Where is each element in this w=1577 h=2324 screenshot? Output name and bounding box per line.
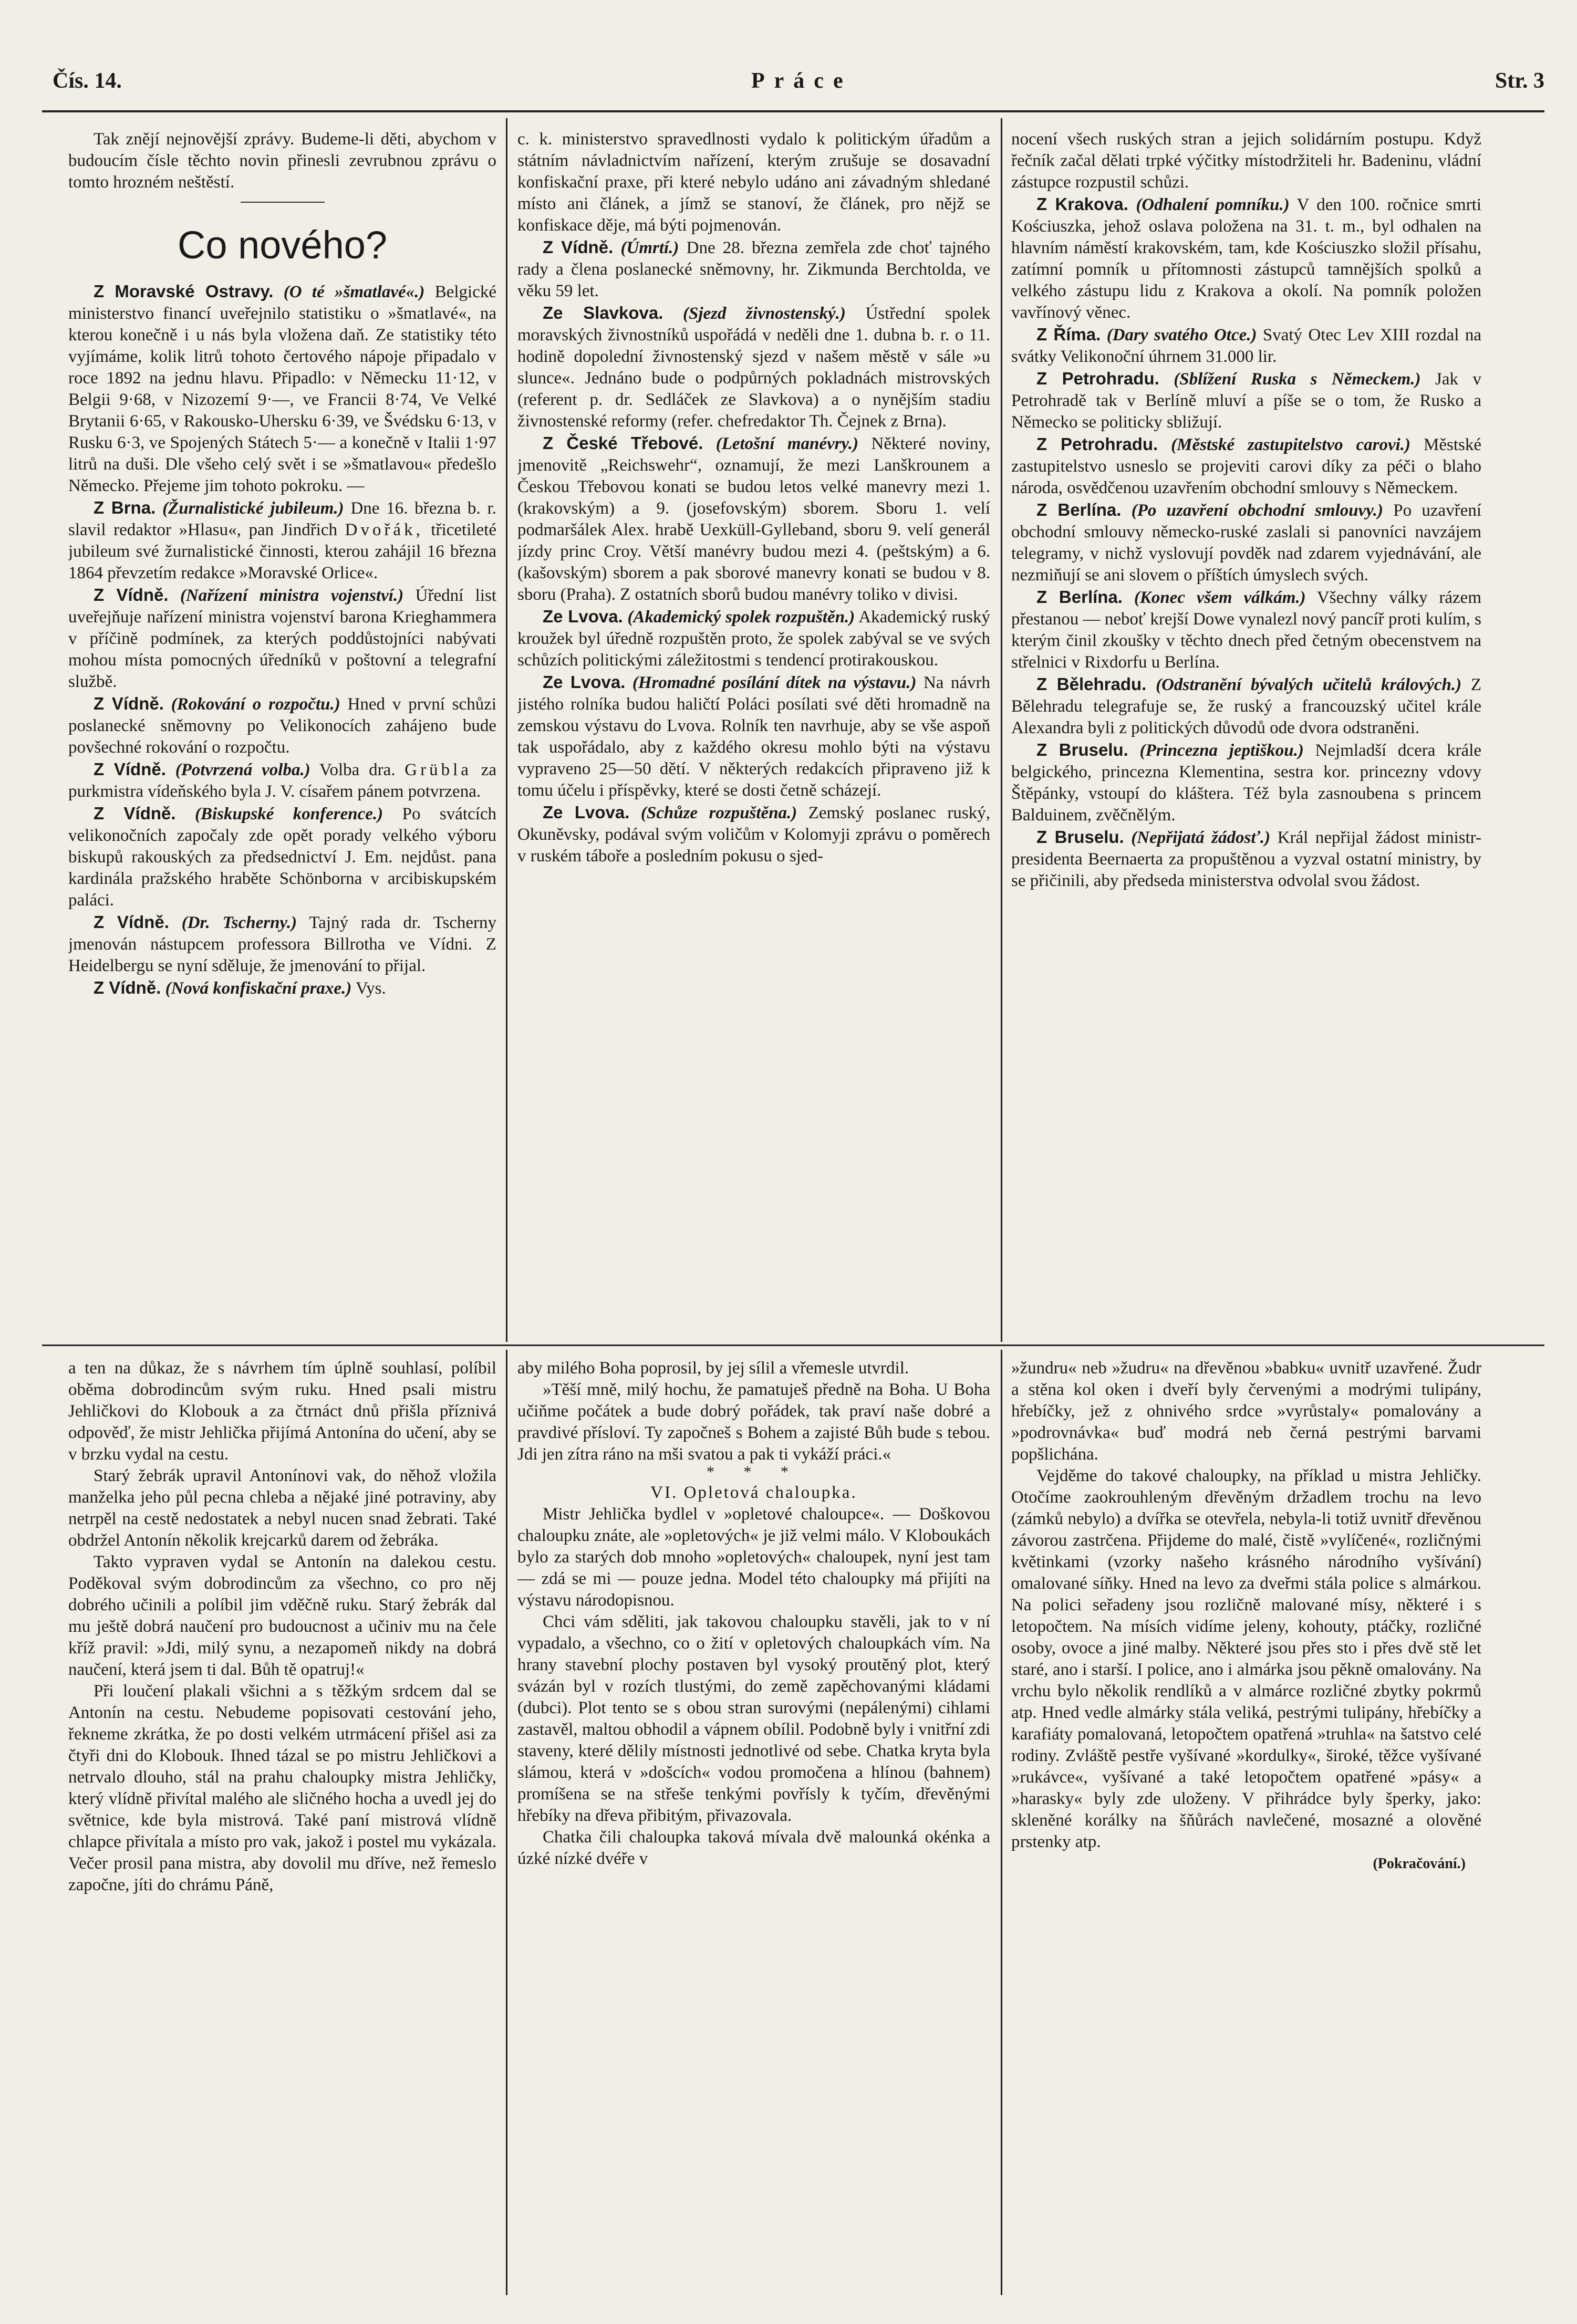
news-location: Z Vídně. bbox=[94, 759, 166, 779]
news-text: Po svátcích velikonočních započaly zde opět porady velkého výboru biskupů rakouských za předsednictví J. Em. nejdůst. pana kardinála pražského hraběte Schönborna v arcibiskupském paláci. bbox=[68, 805, 496, 910]
news-location: Z Petrohradu. bbox=[1036, 369, 1159, 388]
news-location: Z Petrohradu. bbox=[1036, 434, 1158, 454]
section-stars: * * * bbox=[707, 1463, 801, 1481]
news-subject: (Schůze rozpuštěna.) bbox=[640, 804, 797, 822]
news-location: Z Vídně. bbox=[94, 912, 169, 932]
news-text: Dne 16. března b. r. slavil redaktor »Hlasu«, pan Jindřich bbox=[68, 499, 496, 539]
news-text: Svatý Otec Lev XIII rozdal na svátky Velikonoční úhrnem 31.000 lir. bbox=[1011, 326, 1481, 366]
news-item bbox=[1011, 739, 1481, 826]
news-text: Dne 28. března zemřela zde choť tajného rady a člena poslanecké sněmovny, hr. Zikmunda Berchtolda, ve věku 59 let. bbox=[517, 238, 990, 300]
news-column-2 bbox=[517, 129, 990, 1337]
story-paragraph: Takto vypraven vydal se Antonín na dalekou cestu. Poděkoval svým dobrodincům za všechno, co pro něj dobrého učinili a políbil jim vděčně ruku. Starý žebrák dal mu ještě dobrá naučení pro budoucnost a učiniv mu na čele kříž pravil: »Jdi, milý synu, a nezapomeň nikdy na dobrá naučení, která jsem ti dal. Bůh tě opatruj!« bbox=[68, 1552, 496, 1679]
column-divider-1 bbox=[506, 118, 507, 1342]
news-item bbox=[517, 671, 990, 801]
news-text: Na návrh jistého rolníka budou haličtí Poláci posílati své děti hromadně na zemskou výstavu do Lvova. Rolník ten navrhuje, aby se vše aspoň tak uspořádalo, aby z každého okresu mohlo býti na výstavu vypraveno 25—50 dětí. V některých redakcích připraveno již k tomu účelu i příspěvky, které se dosti četně scházejí. bbox=[517, 673, 990, 800]
to-be-continued: (Pokračování.) bbox=[1373, 1856, 1466, 1872]
news-item bbox=[68, 977, 496, 999]
news-subject: (Potvrzená volba.) bbox=[175, 760, 310, 779]
news-text: Volba dra. bbox=[319, 760, 396, 779]
news-text: za purkmistra vídeňského byla J. V. císařem pánem potvrzena. bbox=[68, 760, 496, 801]
news-text: Všechny války rázem přestanou — neboť krejší Dowe vynalezl nový pancíř proti kulím, s kterým činil zkoušky v těchto dnech před četným obecenstvem na střelnici v Rixdorfu u Berlína. bbox=[1011, 588, 1481, 672]
news-text: Král nepřijal žádost ministr-presidenta Beernaerta za propuštěnou a vyzval ostatní ministry, by se přičinili, aby předseda ministerstva odvolal svou žádost. bbox=[1011, 828, 1481, 890]
news-location: Z Krakova. bbox=[1036, 194, 1128, 214]
news-item bbox=[68, 911, 496, 977]
news-subject: (Princezna jeptiškou.) bbox=[1139, 741, 1304, 760]
news-text: V den 100. ročnice smrti Kościuszka, jehož oslava položena na 31. t. m., byl odhalen na hlavním náměstí krakovském, tam, kde Kościuszko složil přísahu, zatímní pomník u přítomnosti zástupců tamnějších spolků a velkého zástupu lidu z Krakova a okolí. Na pomník položen vavřínový věnec. bbox=[1011, 195, 1481, 322]
news-text: Ústřední spolek moravských živnostníků uspořádá v neděli dne 1. dubna b. r. o 11. hodině dopolední živnostenský sjezd v našem městě v sále »u slunce«. Jednáno bude o podpůrných pokladnách mistrovských (referent p. dr. Sedláček ze Slavkova) a o nynějším stadiu živnostenské reformy (refer. chefredaktor Th. Čejnek z Brna). bbox=[517, 304, 990, 431]
news-text: Nejmladší dcera krále belgického, princezna Klementina, sestra kor. princezny vdovy Štěpánky, vstoupí do kláštera. Též byla zasnoubena s princem Balduinem, zvěčnělým. bbox=[1011, 741, 1481, 825]
news-text: Úřední list uveřejňuje nařízení ministra vojenství barona Krieghammera v příčině podmínek, za kterých poddůstojníci nabývati mohou místa pomocných úředníků v poštovní a telegrafní službě. bbox=[68, 586, 496, 691]
story-column-3 bbox=[1011, 1358, 1481, 2292]
news-item bbox=[1011, 368, 1481, 433]
news-text: třicetileté jubileum své žurnalistické činnosti, kterou zahájil 16 března 1864 převzetím redakce »Moravské Orlice«. bbox=[68, 520, 496, 582]
news-item bbox=[1011, 324, 1481, 368]
page-number: Str. 3 bbox=[1495, 69, 1544, 93]
news-subject: (Odhalení pomníku.) bbox=[1136, 195, 1290, 214]
news-location: Z Bruselu. bbox=[1036, 827, 1124, 847]
news-item bbox=[1011, 499, 1481, 586]
news-item bbox=[68, 280, 496, 497]
section-divider bbox=[42, 1345, 1544, 1346]
news-item bbox=[1011, 586, 1481, 673]
news-text: Městské zastupitelstvo usneslo se projeviti carovi díky za péči o blaho národa, osvědčenou uzavřením obchodní smlouvy s Německem. bbox=[1011, 435, 1481, 497]
story-paragraph: »Těší mně, milý hochu, že pamatuješ předně na Boha. U Boha učiňme počátek a bude dobrý pořádek, tak praví naše dobré a pravdivé přísloví. Ty započneš s Bohem a zajisté Bůh bude s tebou. Jdi jen zítra ráno na mši svatou a pak ti vykáží práci.« bbox=[517, 1380, 990, 1464]
column-divider-2 bbox=[1001, 118, 1002, 1342]
news-item bbox=[1011, 826, 1481, 892]
news-subject: (Sjezd živnostenský.) bbox=[683, 304, 846, 323]
news-location: Z Vídně. bbox=[94, 978, 161, 997]
news-location: Ze Lvova. bbox=[543, 607, 623, 626]
news-text: Jak v Petrohradě tak v Berlíně mluví a píše se o tom, že Rusko a Německo se politicky sbližují. bbox=[1011, 370, 1481, 432]
news-location: Z Berlína. bbox=[1036, 500, 1122, 519]
news-location: Z Vídně. bbox=[94, 694, 164, 713]
header-rule bbox=[42, 110, 1544, 112]
news-subject: (Konec všem válkám.) bbox=[1134, 588, 1306, 607]
issue-number: Čís. 14. bbox=[53, 69, 122, 93]
news-subject: (Dary svatého Otce.) bbox=[1106, 326, 1257, 345]
news-item bbox=[517, 302, 990, 432]
news-location: Ze Slavkova. bbox=[543, 303, 663, 322]
chapter-heading: VI. Opletová chaloupka. bbox=[650, 1483, 857, 1502]
news-location: Z Vídně. bbox=[94, 585, 169, 605]
news-subject: (Letošní manévry.) bbox=[715, 434, 859, 453]
news-subject: (Nepřijatá žádosť.) bbox=[1131, 828, 1271, 847]
story-paragraph: Chci vám sděliti, jak takovou chaloupku stavěli, jak to v ní vypadalo, a všechno, co o žití v opletových chaloupkách vím. Na hrany stavební plochy postaven byl vysoký proutěný plot, který svázán byl v rozích tlustými, do země zapěchovanými kládami (dubci). Plot tento se s obou stran surovými (nepálenými) cihlami zastavěl, maltou obhodil a vápnem obílil. Podobně byly i vnitřní zdi staveny, které dělily místnosti jednotlivé od sebe. Chatka kryta byla slámou, která v »došcích« vodou promočena a hlínou (bahnem) promíšena se na střeše tenkými povřísly k tyčím, dřevěnými hřebíky na dřeva přibitým, přivazovala. bbox=[517, 1612, 990, 1825]
news-location: Z Bělehradu. bbox=[1036, 674, 1147, 694]
news-location: Z Brna. bbox=[94, 498, 156, 517]
news-subject: (Žurnalistické jubileum.) bbox=[162, 499, 344, 518]
news-item bbox=[1011, 193, 1481, 324]
news-subject: (Rokování o rozpočtu.) bbox=[171, 695, 340, 714]
continued-text: c. k. ministerstvo spravedlnosti vydalo k politickým úřadům a státním návladnictvím nařízení, kterým zrušuje se dosavadní konfiskační praxe, při které nebylo udáno ani závadným shledané místo ani článek, a jímž se stanoví, že článek, pro nějž se konfiskace děje, má býti pojmenován. bbox=[517, 130, 990, 235]
news-item bbox=[68, 497, 496, 584]
story-paragraph: Při loučení plakali všichni a s těžkým srdcem dal se Antonín na cestu. Nebudeme popisovati cestování jeho, řekneme zkrátka, že po dosti velkém utrmácení přišel asi za čtyři dni do Klobouk. Ihned tázal se po mistru Jehličkovi a netrvalo dlouho, stál na prahu chaloupky mistra Jehličky, který vlídně přivítal malého ale sličného hocha a uvedl jej do světnice, kde byla mistrová. Také paní mistrová vlídně chlapce přivítala a místo pro vak, jakož i postel mu vykázala. Večer prosil pana mistra, aby dovolil mu dříve, než řemeslo započne, jíti do chrámu Páně, bbox=[68, 1682, 496, 1894]
news-location: Ze Lvova. bbox=[543, 672, 626, 692]
column-divider-4 bbox=[1001, 1350, 1002, 2295]
news-text: Akademický ruský kroužek byl úředně rozpuštěn proto, že spolek zabýval se ve svých schůzích politickými záležitostmi s tendencí protirakouskou. bbox=[517, 608, 990, 670]
story-paragraph: Mistr Jehlička bydlel v »opletové chaloupce«. — Doškovou chaloupku znáte, ale »opletových« je již velmi málo. V Kloboukách bylo za starých dob mnoho »opletových« chaloupek, nyní jest tam — zdá se mi — pouze jedna. Model této chaloupky má přijíti na výstavu národopisnou. bbox=[517, 1505, 990, 1610]
news-location: Z Bruselu. bbox=[1036, 740, 1128, 759]
news-location: Z České Třebové. bbox=[543, 433, 703, 453]
story-paragraph: Starý žebrák upravil Antonínovi vak, do něhož vložila manželka jeho půl pecna chleba a nějaké jiné potraviny, aby netrpěl na cestě nedostatek a nebyl nucen snad žebrati. Také obdržel Antonín několik krejcarků darem od žebráka. bbox=[68, 1466, 496, 1550]
person-name: Grübla bbox=[404, 760, 472, 779]
news-text: Belgické ministerstvo financí uveřejnilo statistiku o »šmatlavé«, na kterou konečně i u nás byla vložena daň. Ze statistiky této vyjímáme, kolik litrů tohoto čertového nápoje připadalo v roce 1892 na jednu hlavu. Připadlo: v Německu 11·12, v Belgii 9·68, v Nizozemí 9·—, ve Francii 8·74, Ve Velké Brytanii 6·65, v Rakousko-Uhersku 6·39, ve Švédsku 6·13, v Rusku 6·3, ve Spojených Státech 5·— a konečně v Italii 1·97 litrů na duši. Dle všeho celý svět i se »šmatlavou« předešlo Německo. Přejeme jim tohoto pokroku. — bbox=[68, 283, 496, 495]
section-title: Co nového? bbox=[177, 223, 388, 267]
news-subject: (Po uzavření obchodní smlouvy.) bbox=[1131, 501, 1383, 520]
story-paragraph: Chatka čili chaloupka taková mívala dvě malounká okénka a úzké nízké dvéře v bbox=[517, 1828, 990, 1868]
news-text: Vys. bbox=[355, 979, 386, 998]
news-text: Některé noviny, jmenovitě „Reichswehr“, oznamují, že mezi Lanškrounem a Českou Třebovou konati se budou letos velké manevry mezi 1. (krakovským) a 9. (josefovským) sborem. Sboru 1. velí podmaršálek Alex. hrabě Uexküll-Gylleband, sboru 9. velí generál jízdy princ Croy. Větší manévry budou mezi 4. (peštským) a 6. (kašovským) sborem a pak sborové manevry konati se budou v 8. sboru (Praha). Z ostatních sborů budou manévry toliko v divisi. bbox=[517, 434, 990, 604]
news-subject: (Úmrtí.) bbox=[620, 238, 679, 257]
news-item bbox=[517, 801, 990, 867]
news-location: Z Vídně. bbox=[94, 804, 176, 823]
continued-text: nocení všech ruských stran a jejich solidárním postupu. Když řečník začal dělati trpké výčitky místodržiteli hr. Badeninu, vládní zástupce rozpustil schůzi. bbox=[1011, 130, 1481, 192]
news-text: Hned v první schůzi poslanecké sněmovny po Velikonocích zahájeno bude povšechné rokování o rozpočtu. bbox=[68, 695, 496, 757]
story-column-2 bbox=[517, 1358, 990, 2292]
news-item bbox=[517, 606, 990, 671]
news-column-3 bbox=[1011, 129, 1481, 1337]
news-location: Z Moravské Ostravy. bbox=[94, 282, 274, 301]
story-paragraph: aby milého Boha poprosil, by jej sílil a vřemesle utvrdil. bbox=[517, 1359, 909, 1378]
news-subject: (Akademický spolek rozpuštěn.) bbox=[627, 608, 855, 627]
news-subject: (Dr. Tscherny.) bbox=[181, 913, 297, 932]
news-text: Z Bělehradu telegrafuje se, že ruský a francouzský učitel krále Alexandra byli z politických důvodů ode dvora odstraněni. bbox=[1011, 675, 1481, 737]
news-item bbox=[68, 803, 496, 911]
news-text: Zemský poslanec ruský, Okuněvsky, podával svým voličům v Kolomyji zprávu o poměrech v ruském táboře a posledním pokusu o sjed- bbox=[517, 804, 990, 866]
news-subject: (Biskupské konference.) bbox=[195, 805, 383, 824]
story-paragraph: a ten na důkaz, že s návrhem tím úplně souhlasí, políbil oběma dobrodincům svým ruku. Hned psali mistru Jehličkovi do Klobouk a za čtrnáct dnů přišla příznivá odpověď, že mistr Jehlička přijímá Antonína do učení, aby se v brzku vydal na cestu. bbox=[68, 1359, 496, 1464]
story-column-1 bbox=[68, 1358, 496, 2292]
story-paragraph: Vejděme do takové chaloupky, na příklad u mistra Jehličky. Otočíme zaokrouhleným dřevěným držadlem trochu na levo (zámků nebylo) a dvířka se otevřela, nebyla-li totiž uvnitř dřevěnou závorou zastrčena. Přijdeme do malé, čistě »vylíčené«, rozličnými květinkami (vzorky našeho krásného národního vyšívání) omalované síňky. Hned na levo za dveřmi stála police s almárkou. Na polici seřadeny jsou rozličně malované mísy, některé i s letopočtem. Na mísích vidíme jeleny, kohouty, ptáčky, rozličné osoby, ovoce a jiné malby. Některé jsou přes sto i přes dvě stě let staré, ano i starší. I police, ano i almárka jsou pěkně omalovány. Na vrchu bylo několik rendlíků a v almárce rozličné zbytky pokrmů atp. Hned vedle almárky stála veliká, pestrými tulipány, hřebíčky a karafiáty pomalovaná, letopočtem opatřená »truhla« na šatstvo celé rodiny. Zvláště pestře vyšívané »kordulky«, široké, těžce vyšívané »rukávce«, vyšívané a také letopočtem opatřené »pásy« a »harasky« byly zde uloženy. V přihrádce byly šperky, jako: skleněné korálky na šňůrách navlečené, mosazné a olověné prstenky atp. bbox=[1011, 1466, 1481, 1851]
person-name: Dvořák, bbox=[345, 520, 423, 539]
news-item bbox=[517, 236, 990, 302]
news-item bbox=[68, 758, 496, 803]
story-paragraph: »žundru« neb »žudru« na dřevěnou »babku« uvnitř uzavřené. Žudr a stěna kol oken i dveří byly červenými a modrými tulipány, hřebíčky, jež z ohnivého srdce »vyrůstaly« pomalovány a »podrovnávka« buď modrá neb černá pestrými barvami popšlichána. bbox=[1011, 1359, 1481, 1464]
news-subject: (O té »šmatlavé«.) bbox=[283, 283, 425, 301]
news-subject: (Hromadné posílání dítek na výstavu.) bbox=[632, 673, 917, 692]
news-text: Po uzavření obchodní smlouvy německo-ruské zaslali si panovníci navzájem telegramy, v nichž vyslovují povděk nad zdarem vyjednávání, ale nezmiňují se ani slovem o příštích úmyslech svých. bbox=[1011, 501, 1481, 585]
intro-paragraph: Tak znějí nejnovější zprávy. Budeme-li děti, abychom v budoucím čísle těchto novin přinesli zevrubnou zprávu o tomto hrozném neštěstí. bbox=[68, 130, 496, 192]
news-subject: (Městské zastupitelstvo carovi.) bbox=[1171, 435, 1411, 454]
news-location: Ze Lvova. bbox=[543, 803, 630, 822]
news-item bbox=[68, 584, 496, 693]
news-subject: (Odstranění bývalých učitelů králových.) bbox=[1156, 675, 1462, 694]
news-subject: (Sblížení Ruska s Německem.) bbox=[1174, 370, 1421, 389]
news-item bbox=[1011, 673, 1481, 739]
page-header bbox=[42, 68, 1544, 110]
news-subject: (Nová konfiskační praxe.) bbox=[165, 979, 352, 998]
news-item bbox=[1011, 433, 1481, 499]
news-item bbox=[68, 693, 496, 758]
news-text: Tajný rada dr. Tscherny jmenován nástupcem professora Billrotha ve Vídni. Z Heidelbergu se nyní sděluje, že jmenování to přijal. bbox=[68, 913, 496, 975]
news-location: Z Berlína. bbox=[1036, 587, 1123, 607]
news-location: Z Říma. bbox=[1036, 325, 1101, 344]
news-column-1 bbox=[68, 129, 496, 1337]
short-rule bbox=[241, 202, 325, 203]
newspaper-title: Práce bbox=[751, 69, 853, 93]
news-item bbox=[517, 432, 990, 606]
column-divider-3 bbox=[506, 1350, 507, 2295]
news-subject: (Nařízení ministra vojenství.) bbox=[180, 586, 404, 605]
news-location: Z Vídně. bbox=[543, 237, 614, 257]
